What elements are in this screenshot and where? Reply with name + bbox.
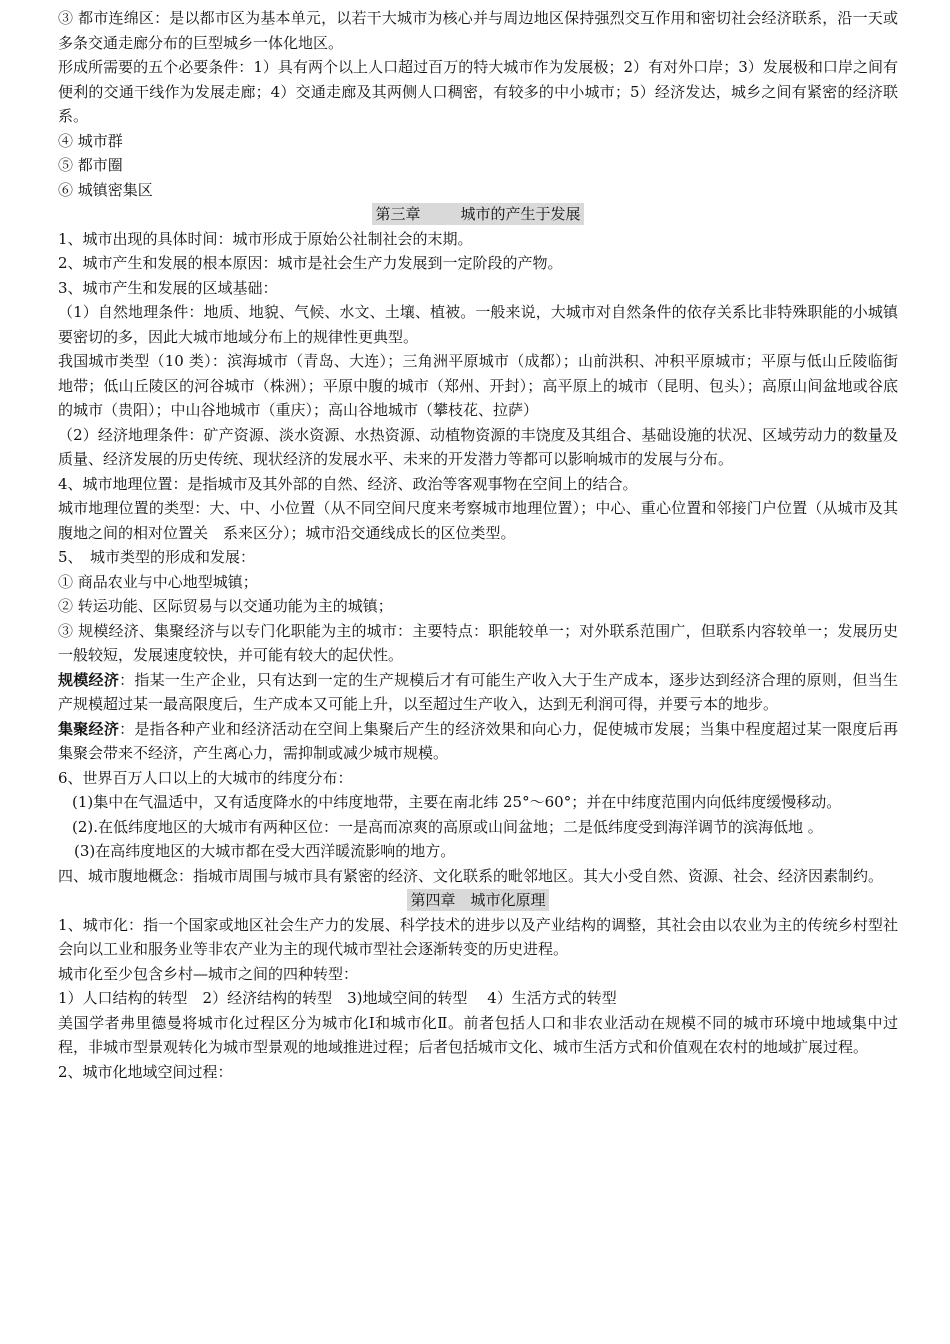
china-city-types: 我国城市类型（10 类）：滨海城市（青岛、大连）；三角洲平原城市（成都）；山前洪积、冲积平原城市；平原与低山丘陵临街地带；低山丘陵区的河谷城市（株洲）；平原中腹的城市（郑州、开封）；高平原上的城市（昆明、包头）；高原山间盆地或谷底的城市（贵阳）；中山谷地城市（重庆）；高山谷地城市（攀枝花、拉萨）: [58, 352, 898, 419]
economic-geography-conditions: （2）经济地理条件：矿产资源、淡水资源、水热资源、动植物资源的丰饶度及其组合、基础设施的状况、区域劳动力的数量及质量、经济发展的历史传统、现状经济的发展水平、未来的开发潜力等都可以影响城市的发展与分布。: [58, 425, 898, 468]
latitude-point-3: (3)在高纬度地区的大城市都在受大西洋暖流影响的地方。: [74, 842, 456, 860]
c3-item-6: 6、世界百万人口以上的大城市的纬度分布：: [58, 768, 353, 787]
five-conditions: 形成所需要的五个必要条件：1）具有两个以上人口超过百万的特大城市作为发展极；2）有对外口岸；3）发展极和口岸之间有便利的交通干线作为发展走廊；4）交通走廊及其两侧人口稠密，有较多的中小城市；5）经济发达，城乡之间有紧密的经济联系。: [58, 58, 898, 125]
c3-item-2: 2、城市产生和发展的根本原因：城市是社会生产力发展到一定阶段的产物。: [58, 254, 563, 272]
latitude-point-1: (1)集中在气温适中，又有适度降水的中纬度地带，主要在南北纬 25°～60°；并在中纬度范围内向低纬度缓慢移动。: [72, 793, 842, 811]
latitude-point-2: (2).在低纬度地区的大城市有两种区位：一是高而凉爽的高原或山间盆地；二是低纬度受到海洋调节的滨海低地 。: [72, 817, 823, 836]
chapter-3-heading: [372, 203, 583, 225]
c3-item-5a: ① 商品农业与中心地型城镇；: [58, 572, 258, 591]
chapter-4-title: 城市化原理: [470, 891, 546, 909]
scale-economy-term: 规模经济: [58, 670, 120, 689]
chapter-3-number: 第三章: [375, 205, 421, 223]
scale-economy-paragraph: [58, 668, 898, 717]
c3-item-5b: ② 转运功能、区际贸易与以交通功能为主的城镇；: [58, 597, 393, 615]
c4-item-2: 2、城市化地域空间过程：: [58, 1062, 233, 1081]
four-transformations: 1）人口结构的转型 2）经济结构的转型 3)地域空间的转型 4）生活方式的转型: [58, 989, 617, 1007]
chapter-4-number: 第四章: [410, 891, 456, 909]
chapter-4-heading: [407, 889, 548, 911]
chapter-3-heading-line: [58, 202, 898, 227]
c3-item-5c: ③ 规模经济、集聚经济与以专门化职能为主的城市：主要特点：职能较单一；对外联系范围广，但联系内容较单一；发展历史一般较短，发展速度较快，并可能有较大的起伏性。: [58, 621, 898, 664]
scale-economy-definition: ：指某一生产企业，只有达到一定的生产规模后才有可能生产收入大于生产成本，逐步达到经济合理的原则，但当生产规模超过某一最高限度后，生产成本又可能上升，以至超过生产收入，达到无利润可得，并要亏本的地步。: [58, 670, 898, 713]
c3-item-5: 5、 城市类型的形成和发展：: [58, 548, 256, 566]
agglomeration-economy-paragraph: [58, 717, 898, 766]
city-cluster-item: ④ 城市群: [58, 131, 123, 150]
c4-item-1: 1、城市化：指一个国家或地区社会生产力的发展、科学技术的进步以及产业结构的调整，其社会由以农业为主的传统乡村型社会向以工业和服务业等非农产业为主的现代城市型社会逐渐转变的历史进程。: [58, 915, 898, 958]
c3-item-3: 3、城市产生和发展的区域基础：: [58, 278, 278, 297]
chapter-4-heading-line: [58, 888, 898, 913]
agglomeration-economy-term: 集聚经济: [58, 719, 120, 738]
metro-belt-definition: ③ 都市连绵区：是以都市区为基本单元，以若干大城市为核心并与周边地区保持强烈交互作用和密切社会经济联系，沿一天或多条交通走廊分布的巨型城乡一体化地区。: [58, 9, 898, 52]
location-types: 城市地理位置的类型：大、中、小位置（从不同空间尺度来考察城市地理位置）；中心、重心位置和邻接门户位置（从城市及其腹地之间的相对位置关 系来区分）；城市沿交通线成长的区位类型。: [58, 499, 898, 542]
chapter-3-title: 城市的产生于发展: [460, 205, 581, 223]
c3-item-1: 1、城市出现的具体时间：城市形成于原始公社制社会的末期。: [58, 229, 473, 248]
town-dense-area-item: ⑥ 城镇密集区: [58, 180, 153, 199]
c3-item-4: 4、城市地理位置：是指城市及其外部的自然、经济、政治等客观事物在空间上的结合。: [58, 474, 638, 493]
natural-geography-conditions: （1）自然地理条件：地质、地貌、气候、水文、土壤、植被。一般来说，大城市对自然条件的依存关系比非特殊职能的小城镇要密切的多，因此大城市地域分布上的规律性更典型。: [58, 303, 898, 346]
friedmann-paragraph: 美国学者弗里德曼将城市化过程区分为城市化Ⅰ和城市化Ⅱ。前者包括人口和非农业活动在规模不同的城市环境中地域集中过程，非城市型景观转化为城市型景观的地域推进过程；后者包括城市文化、城市生活方式和价值观在农村的地域扩展过程。: [58, 1013, 898, 1056]
four-transformations-intro: 城市化至少包含乡村—城市之间的四种转型：: [58, 964, 359, 983]
agglomeration-economy-definition: ：是指各种产业和经济活动在空间上集聚后产生的经济效果和向心力，促使城市发展；当集中程度超过某一限度后再集聚会带来不经济，产生离心力，需抑制或减少城市规模。: [58, 719, 898, 762]
metro-circle-item: ⑤ 都市圈: [58, 156, 123, 174]
hinterland-concept: 四、城市腹地概念：指城市周围与城市具有紧密的经济、文化联系的毗邻地区。其大小受自然、资源、社会、经济因素制约。: [58, 866, 884, 885]
